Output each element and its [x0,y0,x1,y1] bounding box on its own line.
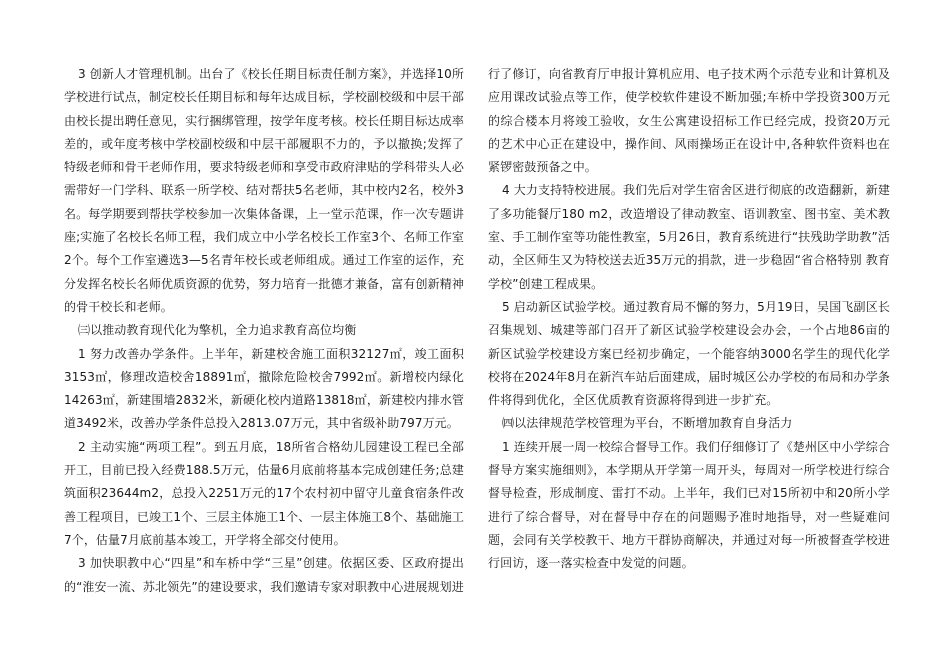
section-heading-law-management: ㈣以法律规范学校管理为平台，不断增加教育自身活力 [502,416,793,431]
right-column [488,63,890,576]
paragraph-new-district-school: 5 启动新区试验学校。通过教育局不懈的努力，5月19日，吴国飞副区长召集规划、城建等部门召开了新区试验学校建设会办会，一个占地86亩的新区试验学校建设方案已经初步确定，一个能容纳3000名学生的现代化学校将在2024年8月在新汽车站后面建成，届时城区公办学校的布局和办学条件将得到优化，全区优质教育资源将得到进一步扩充。 [488,299,890,408]
paragraph-vocational-continued: 行了修订，向省教育厅申报计算机应用、电子技术两个示范专业和计算机及应用课改试验点等工作，使学校软件建设不断加强;车桥中学投资300万元的综合楼本月将竣工验收，女生公寓建设招标工作已经完成，投资20万元的艺术中心正在建设中，操作间、风雨操场正在设计中,各种软件资料也在紧锣密鼓预备之中。 [488,67,890,175]
left-column [64,63,464,599]
paragraph-two-projects: 2 主动实施“两项工程”。到五月底，18所省合格幼儿园建设工程已全部开工，目前已投入经费188.5万元，估量6月底前将基本完成创建任务;总建筑面积23644m2，总投入2251万元的17个农村初中留守儿童食宿条件改善工程项目，已竣工1个、三层主体施工1个、一层主体施工8个、基础施工7个，估量7月底前基本竣工，开学将全部交付使用。 [64,439,464,547]
paragraph-talent-management: 3 创新人才管理机制。出台了《校长任期目标责任制方案》，并选择10所学校进行试点，制定校长任期目标和每年达成目标，学校副校级和中层干部由校长提出聘任意见，实行捆绑管理，按学年度考核。校长任期目标达成率差的，或年度考核中学校副校级和中层干部履职不力的，予以撤换;发挥了特级老师和骨干老师作用，要求特级老师和享受市政府津贴的学科带头人必需带好一门学科、联系一所学校、结对帮扶5名老师，其中校内2名，校外3名。每学期要到帮扶学校参加一次集体备课，上一堂示范课，作一次专题讲座;实施了名校长名师工程，我们成立中小学名校长工作室3个、名师工作室2个。每个工作室遴选3—5名青年校长或老师组成。通过工作室的运作，充分发挥名校长名师优质资源的优势，努力培育一批德才兼备，富有创新精神的骨干校长和老师。 [64,67,464,314]
section-heading-modernization: ㈢以推动教育现代化为擎机，全力追求教育高位均衡 [78,323,357,338]
paragraph-weekly-inspection: 1 连续开展一周一校综合督导工作。我们仔细修订了《楚州区中小学综合督导方案实施细则》，本学期从开学第一周开头，每周对一所学校进行综合督导检查，形成制度、雷打不动。上半年，我们已对15所初中和20所小学进行了综合督导，对在督导中存在的问题赐予准时地指导，对一些疑难问题，会同有关学校教干、地方干群协商解决，并通过对每一所被督查学校进行回访，逐一落实检查中发觉的问题。 [488,439,890,571]
paragraph-special-school: 4 大力支持特校进展。我们先后对学生宿舍区进行彻底的改造翻新，新建了多功能餐厅180 m2，改造增设了律动教室、语训教室、图书室、美术教室、手工制作室等功能性教室，5月26日，教育系统进行“扶残助学助教”活动，全区师生又为特校送去近35万元的捐款，进一步稳固“省合格特别 教育学校”创建工程成果。 [488,183,890,291]
paragraph-vocational-center: 3 加快职教中心“四星”和车桥中学“三星”创建。依据区委、区政府提出的“淮安一流、苏北领先”的建设要求，我们邀请专家对职教中心进展规划进 [64,556,464,594]
paragraph-school-conditions: 1 努力改善办学条件。上半年，新建校舍施工面积32127㎡，竣工面积3153㎡，修理改造校舍18891㎡，撤除危险校舍7992㎡。新增校内绿化14263㎡，新建围墙2832米，新硬化校内道路13818㎡，新建校内排水管道3492米，改善办学条件总投入2813.07万元，其中省级补助797万元。 [64,346,464,431]
